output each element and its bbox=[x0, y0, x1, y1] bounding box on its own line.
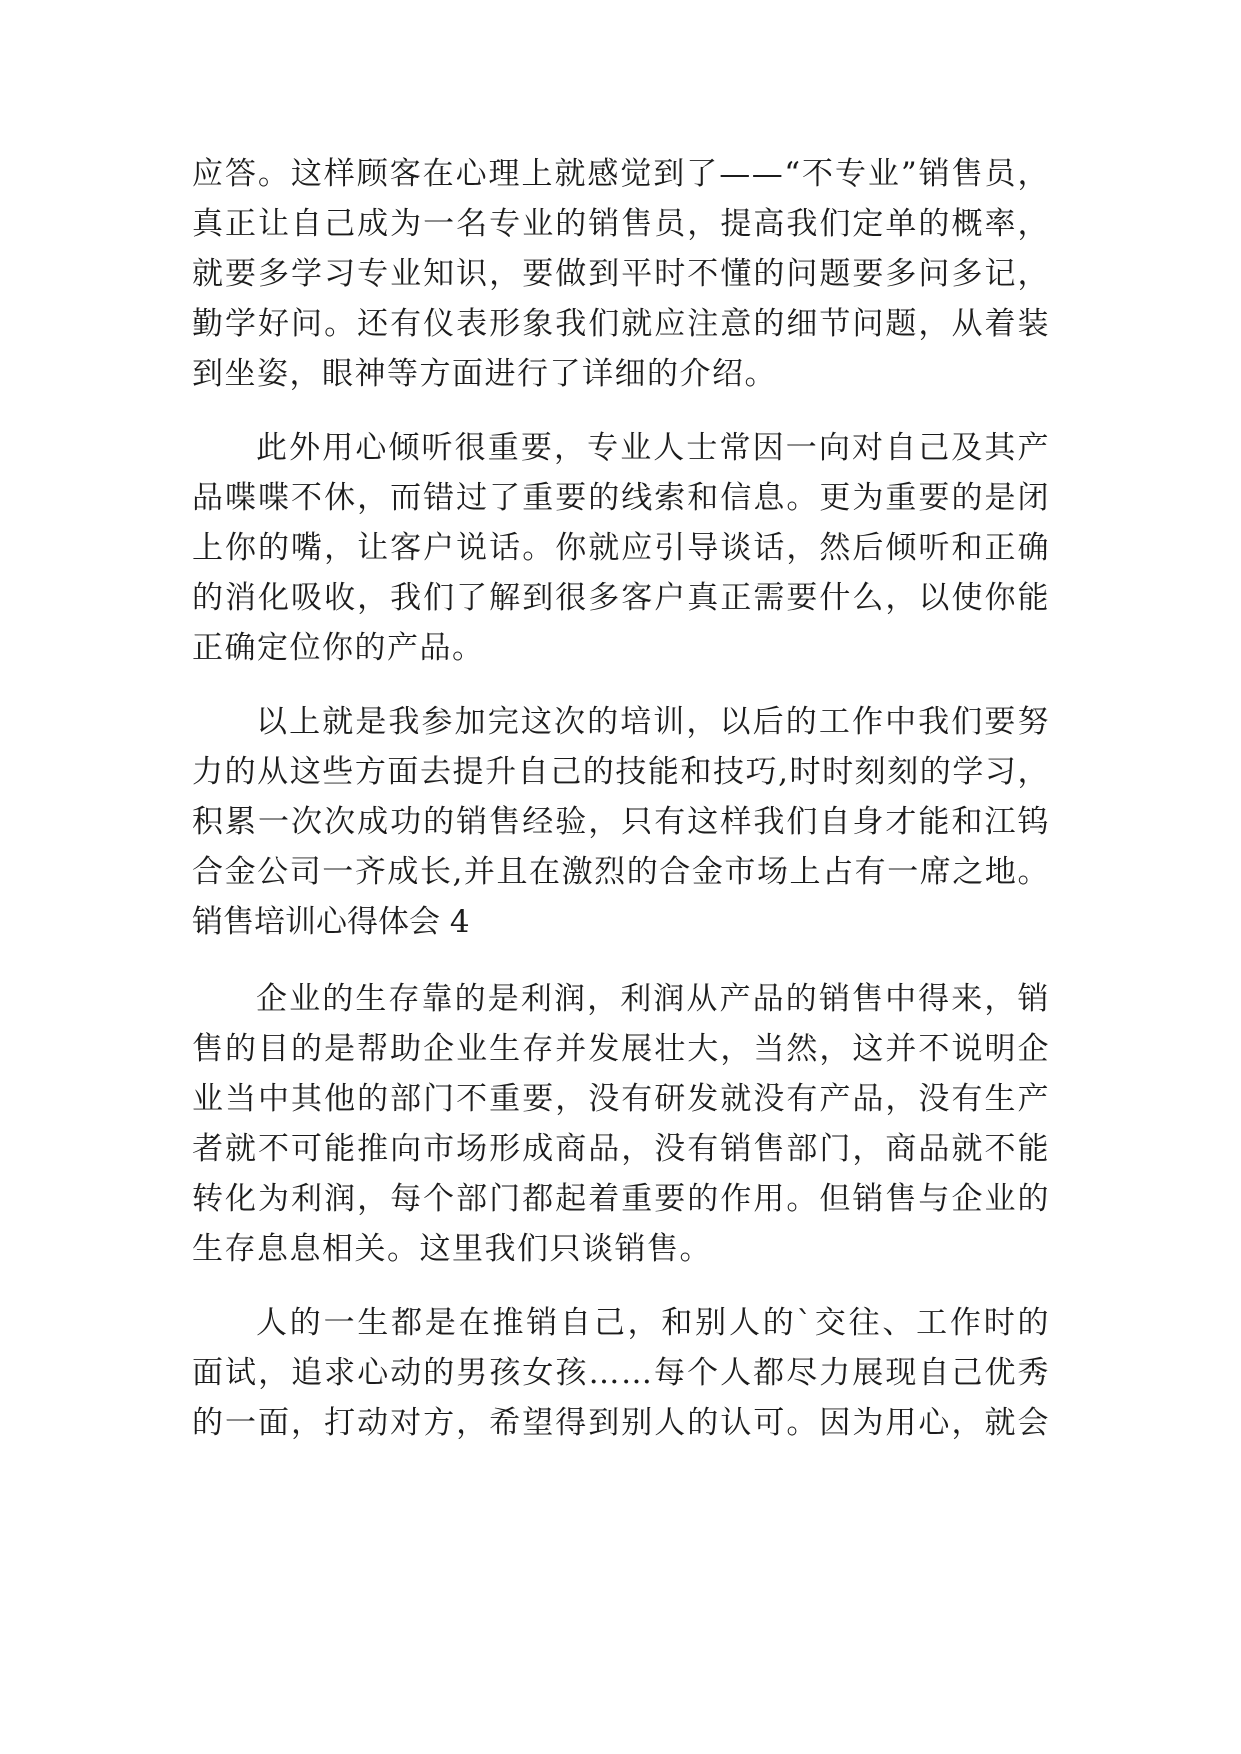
text-line: 的消化吸收，我们了解到很多客户真正需要什么，以使你能 bbox=[192, 580, 1050, 616]
text-line: 正确定位你的产品。 bbox=[192, 630, 485, 666]
text-line: 勤学好问。还有仪表形象我们就应注意的细节问题，从着装 bbox=[192, 306, 1050, 342]
paragraph-first-line: 企业的生存靠的是利润，利润从产品的销售中得来，销 bbox=[256, 981, 1050, 1017]
text-line: 售的目的是帮助企业生存并发展壮大，当然，这并不说明企 bbox=[192, 1031, 1050, 1067]
text-line: 业当中其他的部门不重要，没有研发就没有产品，没有生产 bbox=[192, 1081, 1050, 1117]
text-line: 积累一次次成功的销售经验，只有这样我们自身才能和江钨 bbox=[192, 804, 1050, 840]
paragraph-first-line: 此外用心倾听很重要，专业人士常因一向对自己及其产 bbox=[256, 430, 1050, 466]
text-line: 者就不可能推向市场形成商品，没有销售部门，商品就不能 bbox=[192, 1131, 1050, 1167]
text-line: 面试，追求心动的男孩女孩……每个人都尽力展现自己优秀 bbox=[192, 1355, 1050, 1391]
text-line: 生存息息相关。这里我们只谈销售。 bbox=[192, 1231, 712, 1267]
text-line: 就要多学习专业知识，要做到平时不懂的问题要多问多记， bbox=[192, 256, 1050, 292]
paragraph-first-line: 以上就是我参加完这次的培训，以后的工作中我们要努 bbox=[256, 704, 1050, 740]
text-line: 真正让自己成为一名专业的销售员，提高我们定单的概率， bbox=[192, 206, 1050, 242]
text-line: 到坐姿，眼神等方面进行了详细的介绍。 bbox=[192, 356, 777, 392]
text-line: 转化为利润，每个部门都起着重要的作用。但销售与企业的 bbox=[192, 1181, 1050, 1217]
text-line: 力的从这些方面去提升自己的技能和技巧,时时刻刻的学习， bbox=[192, 754, 1050, 790]
text-line: 合金公司一齐成长,并且在激烈的合金市场上占有一席之地。 bbox=[192, 854, 1050, 890]
paragraph-first-line: 人的一生都是在推销自己，和别人的`交往、工作时的 bbox=[256, 1305, 1050, 1341]
section-heading: 销售培训心得体会 4 bbox=[192, 904, 470, 940]
text-line: 上你的嘴，让客户说话。你就应引导谈话，然后倾听和正确 bbox=[192, 530, 1050, 566]
text-line: 品喋喋不休，而错过了重要的线索和信息。更为重要的是闭 bbox=[192, 480, 1050, 516]
text-line: 的一面，打动对方，希望得到别人的认可。因为用心，就会 bbox=[192, 1405, 1050, 1441]
text-line: 应答。这样顾客在心理上就感觉到了——“不专业”销售员， bbox=[192, 156, 1050, 192]
